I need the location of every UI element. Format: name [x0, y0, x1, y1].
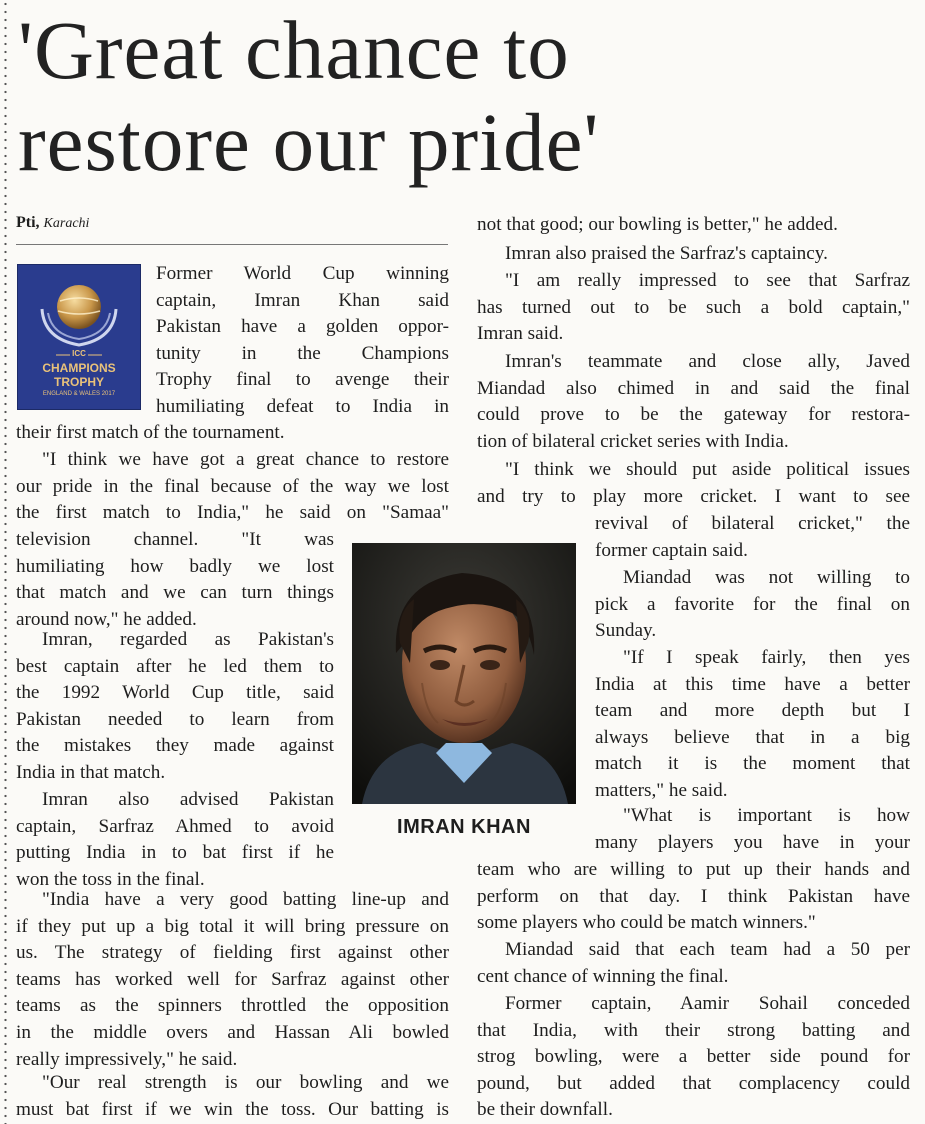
text-line: Sunday. — [595, 620, 657, 642]
text-line: the 1992 World Cup title, said — [16, 682, 334, 704]
text-line: "I think we have got a great chance to restore — [42, 449, 449, 470]
headline — [18, 4, 599, 188]
logo-trophy: TROPHY — [53, 375, 104, 389]
text-line: "What is important is how — [623, 805, 910, 826]
text-line: Imran, regarded as Pakistan's — [42, 629, 334, 650]
headline-line-2: restore our pride' — [18, 96, 600, 188]
text-line: not that good; our bowling is better," he added. — [477, 214, 838, 235]
byline-place: Karachi — [43, 216, 90, 231]
col2-paragraph-1 — [477, 212, 910, 239]
text-line: teams has worked well for Sarfraz against other — [16, 968, 449, 990]
text-line: humiliating defeat to India in — [156, 395, 449, 417]
text-line: many players you have in your — [595, 831, 910, 853]
text-line: us. The strategy of fielding first against other — [16, 942, 449, 964]
col2-paragraph-4 — [477, 349, 910, 455]
text-line: always believe that in a big — [595, 726, 910, 748]
text-line: India in that match. — [16, 761, 166, 783]
text-line: Pakistan have a golden oppor- — [156, 316, 449, 338]
col2-paragraph-5 — [477, 457, 910, 510]
text-line: has turned out to be such a bold captain," — [477, 296, 910, 318]
col2-paragraph-10 — [477, 991, 910, 1124]
text-line: Miandad said that each team had a 50 per — [505, 939, 910, 960]
text-line: teams as the spinners throttled the opposition — [16, 995, 449, 1017]
col2-paragraph-6 — [595, 565, 910, 645]
imran-khan-photo — [352, 543, 576, 804]
text-line: won the toss in the final. — [16, 868, 205, 890]
text-line: that India, with their strong batting and — [477, 1019, 910, 1041]
text-line: Trophy final to avenge their — [156, 369, 449, 391]
text-line: Miandad also chimed in and said the final — [477, 377, 910, 399]
text-line: former captain said. — [595, 539, 748, 561]
text-line: some players who could be match winners." — [477, 912, 816, 934]
logo-icc: ICC — [72, 349, 86, 358]
text-line: perform on that day. I think Pakistan have — [477, 885, 910, 907]
col1-paragraph-1 — [156, 261, 449, 421]
col2-paragraph-5-wrap — [595, 511, 910, 564]
text-line: if they put up a big total it will bring pressure on — [16, 915, 449, 937]
col1-paragraph-4 — [16, 787, 334, 893]
col1-paragraph-3 — [16, 627, 334, 787]
byline-divider — [16, 244, 448, 245]
text-line: around now," he added. — [16, 608, 197, 630]
text-line: and try to play more cricket. I want to see — [477, 485, 910, 507]
text-line: be their downfall. — [477, 1099, 613, 1121]
col2-paragraph-7 — [595, 645, 910, 805]
logo-edition: ENGLAND & WALES 2017 — [42, 391, 116, 397]
text-line: India at this time have a better — [595, 673, 910, 695]
col2-paragraph-8-wrap — [477, 857, 910, 937]
headline-line-1: 'Great chance to — [18, 4, 570, 96]
col1-paragraph-1-end — [16, 420, 449, 447]
text-line: captain, Imran Khan said — [156, 289, 449, 311]
text-line: Imran said. — [477, 323, 564, 345]
text-line: "If I speak fairly, then yes — [623, 647, 910, 668]
text-line: Miandad was not willing to — [623, 567, 910, 588]
col2-paragraph-8 — [595, 803, 910, 856]
col1-paragraph-6 — [16, 1070, 449, 1123]
text-line: pound, but added that complacency could — [477, 1072, 910, 1094]
text-line: team and more depth but I — [595, 700, 910, 722]
text-line: revival of bilateral cricket," the — [595, 513, 910, 534]
text-line: pick a favorite for the final on — [595, 593, 910, 615]
text-line: tunity in the Champions — [156, 342, 449, 364]
margin-dotted-rule — [4, 0, 7, 1124]
text-line: strog bowling, were a better side pound for — [477, 1046, 910, 1068]
text-line: humiliating how badly we lost — [16, 555, 334, 577]
logo-champions: CHAMPIONS — [42, 361, 116, 375]
byline — [16, 214, 89, 232]
text-line: their first match of the tournament. — [16, 422, 285, 443]
text-line: must bat first if we win the toss. Our batting is — [16, 1098, 449, 1120]
text-line: could prove to be the gateway for restora- — [477, 404, 910, 426]
text-line: "I am really impressed to see that Sarfraz — [505, 270, 910, 291]
text-line: "I think we should put aside political issues — [505, 459, 910, 480]
text-line: team who are willing to put up their hands and — [477, 859, 910, 880]
text-line: in the middle overs and Hassan Ali bowled — [16, 1021, 449, 1043]
text-line: that match and we can turn things — [16, 582, 334, 604]
text-line: putting India in to bat first if he — [16, 842, 334, 864]
champions-trophy-logo — [17, 264, 141, 410]
col2-paragraph-9 — [477, 937, 910, 990]
text-line: Imran also advised Pakistan — [42, 789, 334, 810]
text-line: tion of bilateral cricket series with India. — [477, 430, 789, 452]
text-line: Former World Cup winning — [156, 263, 449, 284]
text-line: Imran's teammate and close ally, Javed — [505, 351, 910, 372]
text-line: the first match to India," he said on "Samaa" — [16, 502, 449, 524]
col2-paragraph-3 — [477, 268, 910, 348]
col1-paragraph-5 — [16, 887, 449, 1073]
photo-caption: IMRAN KHAN — [397, 816, 531, 838]
text-line: best captain after he led them to — [16, 655, 334, 677]
text-line: "Our real strength is our bowling and we — [42, 1072, 449, 1093]
text-line: captain, Sarfraz Ahmed to avoid — [16, 815, 334, 837]
text-line: really impressively," he said. — [16, 1048, 238, 1070]
col2-paragraph-2 — [477, 241, 910, 268]
text-line: television channel. "It was — [16, 529, 334, 550]
text-line: Imran also praised the Sarfraz's captaincy. — [505, 243, 828, 264]
text-line: matters," he said. — [595, 779, 728, 801]
text-line: Former captain, Aamir Sohail conceded — [505, 993, 910, 1014]
byline-agency: Pti, — [16, 214, 40, 231]
portrait-illustration — [352, 543, 576, 804]
col1-paragraph-2 — [16, 447, 449, 527]
text-line: match it is the moment that — [595, 753, 910, 775]
text-line: cent chance of winning the final. — [477, 965, 729, 987]
text-line: the mistakes they made against — [16, 735, 334, 757]
col1-paragraph-2-wrap — [16, 527, 334, 633]
text-line: our pride in the final because of the way we lost — [16, 475, 449, 497]
text-line: "India have a very good batting line-up and — [42, 889, 449, 910]
text-line: Pakistan needed to learn from — [16, 708, 334, 730]
